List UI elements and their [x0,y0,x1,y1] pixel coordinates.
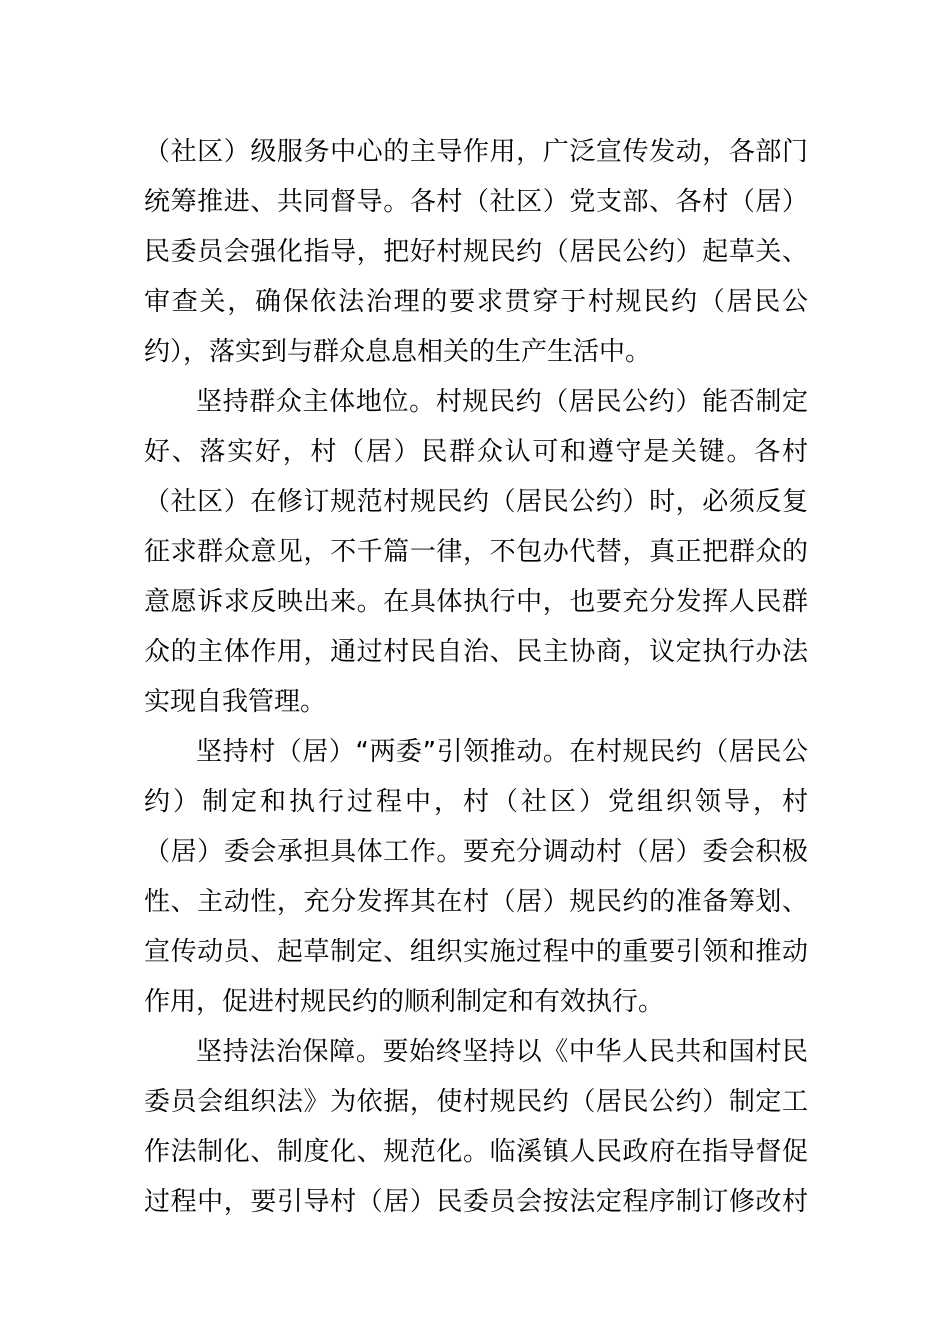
text-line: 约）制定和执行过程中，村（社区）党组织领导，村 [144,787,808,817]
text-line: 众的主体作用，通过村民自治、民主协商，议定执行办法 [144,637,808,667]
text-line: （居）委会承担具体工作。要充分调动村（居）委会积极 [144,837,808,867]
text-line: 约），落实到与群众息息相关的生产生活中。 [144,337,652,367]
text-line: 征求群众意见，不千篇一律，不包办代替，真正把群众的 [144,537,808,567]
text-line: 统筹推进、共同督导。各村（社区）党支部、各村（居） [144,187,808,217]
text-line: 民委员会强化指导，把好村规民约（居民公约）起草关、 [144,237,808,267]
text-line: 作用，促进村规民约的顺利制定和有效执行。 [144,987,665,1017]
text-line: （社区）在修订规范村规民约（居民公约）时，必须反复 [144,487,808,517]
text-line: 性、主动性，充分发挥其在村（居）规民约的准备筹划、 [144,887,808,917]
paragraph-responsibility [144,127,808,377]
text-line: 好、落实好，村（居）民群众认可和遵守是关键。各村 [144,437,808,467]
text-line: 宣传动员、起草制定、组织实施过程中的重要引领和推动 [144,937,808,967]
text-line: 作法制化、制度化、规范化。临溪镇人民政府在指导督促 [144,1137,808,1167]
text-line: （社区）级服务中心的主导作用，广泛宣传发动，各部门 [144,137,808,167]
text-line: 过程中，要引导村（居）民委员会按法定程序制订修改村 [144,1187,808,1217]
paragraph-two-committees [144,727,808,1027]
text-line: 意愿诉求反映出来。在具体执行中，也要充分发挥人民群 [144,587,808,617]
text-line: 委员会组织法》为依据，使村规民约（居民公约）制定工 [144,1087,808,1117]
paragraph-mass-subject [144,377,808,727]
text-line: 坚持法治保障。要始终坚持以《中华人民共和国村民 [196,1037,808,1067]
text-line: 实现自我管理。 [144,687,327,717]
document-body [144,127,808,1227]
text-line: 坚持村（居）“两委”引领推动。在村规民约（居民公 [196,737,808,767]
text-line: 审查关，确保依法治理的要求贯穿于村规民约（居民公 [144,287,808,317]
paragraph-rule-of-law [144,1027,808,1227]
text-line: 坚持群众主体地位。村规民约（居民公约）能否制定 [196,387,808,417]
